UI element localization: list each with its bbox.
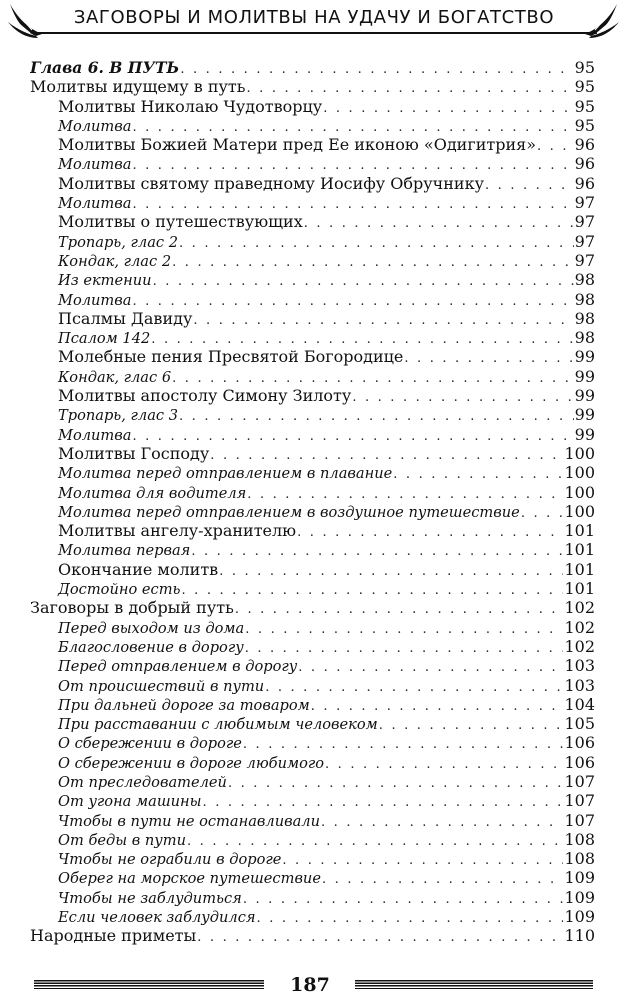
toc-entry [30,560,595,579]
toc-entry-page: 107 [564,771,595,791]
dot-leader [243,890,564,907]
toc-entry-page: 103 [564,675,595,695]
toc-entry [30,154,595,173]
dot-leader [179,234,574,251]
toc-entry [30,290,595,309]
toc-entry [30,135,595,154]
page-number: 187 [290,974,330,996]
toc-entry [30,463,595,482]
toc-entry [30,483,595,502]
table-of-contents [30,58,595,946]
dot-leader [325,755,563,772]
toc-entry-title: Молитвы идущему в путь [30,77,246,97]
toc-entry-page: 95 [574,96,595,116]
dot-leader [132,156,573,173]
dot-leader [172,369,574,386]
dot-leader [323,99,573,116]
toc-entry-page: 106 [564,733,595,753]
dot-leader [282,851,563,868]
toc-entry [30,830,595,849]
toc-entry-page: 99 [574,405,595,425]
running-header [0,0,627,38]
dot-leader [352,388,573,405]
toc-entry-title: От преследователей [58,773,227,791]
toc-entry-page: 97 [574,193,595,213]
toc-entry-title: Тропарь, глас 3 [58,407,178,425]
dot-leader [132,118,573,135]
dot-leader [219,562,563,579]
footer-rule-right [355,980,593,989]
leaf-ornament-icon [583,0,625,40]
toc-entry-title: Окончание молитв [58,559,219,579]
toc-entry-title: Молитва первая [58,542,191,560]
toc-entry-title: Молитва перед отправлением в плавание [58,465,393,483]
toc-entry-page: 101 [564,521,595,541]
dot-leader [132,292,573,309]
dot-leader [245,639,564,656]
toc-entry [30,733,595,752]
toc-entry [30,618,595,637]
toc-entry-page: 100 [564,501,595,521]
toc-entry-page: 98 [574,270,595,290]
dot-leader [322,870,563,887]
toc-entry-title: Молитва [58,291,132,309]
toc-entry-title: Заговоры в добрый путь [30,598,234,618]
toc-entry [30,753,595,772]
toc-entry-page: 96 [574,135,595,155]
toc-entry [30,868,595,887]
toc-entry-page: 102 [564,598,595,618]
toc-entry [30,714,595,733]
toc-entry-page: 109 [564,887,595,907]
toc-entry [30,309,595,328]
toc-entry-page: 100 [564,443,595,463]
dot-leader [132,427,573,444]
toc-entry-title: Молитва [58,117,132,135]
toc-entry [30,270,595,289]
toc-entry [30,116,595,135]
toc-entry-title: Молитва перед отправлением в воздушное путешествие [58,503,520,521]
toc-entry-page: 97 [574,250,595,270]
dot-leader [304,214,574,231]
toc-entry [30,232,595,251]
toc-entry-title: Молитвы о путешествующих [58,212,303,232]
toc-entry-title: О сбережении в дороге [58,735,242,753]
dot-leader [265,678,563,695]
toc-entry-page: 108 [564,849,595,869]
toc-entry [30,212,595,231]
dot-leader [210,446,563,463]
toc-entry-page: 103 [564,656,595,676]
toc-entry-page: 95 [574,77,595,97]
dot-leader [179,407,574,424]
dot-leader [187,832,563,849]
toc-entry-title: Глава 6. В ПУТЬ [30,58,180,77]
toc-entry-title: Оберег на морское путешествие [58,870,321,888]
toc-entry [30,598,595,617]
toc-entry [30,97,595,116]
dot-leader [132,195,573,212]
toc-entry-title: Перед отправлением в дорогу [58,658,298,676]
toc-entry-page: 102 [564,636,595,656]
dot-leader [172,253,574,270]
toc-entry-page: 104 [564,694,595,714]
toc-entry-title: Кондак, глас 6 [58,368,172,386]
toc-entry-page: 99 [574,366,595,386]
toc-entry [30,251,595,270]
page-footer [0,974,627,1000]
dot-leader [521,504,564,521]
dot-leader [197,928,563,945]
toc-entry-page: 95 [574,58,595,77]
toc-entry-title: Благословение в дорогу [58,638,244,656]
toc-entry [30,174,595,193]
toc-entry [30,676,595,695]
toc-entry-page: 98 [574,308,595,328]
dot-leader [243,735,564,752]
toc-entry [30,193,595,212]
dot-leader [181,581,563,598]
toc-entry [30,695,595,714]
toc-entry-title: При дальней дороге за товаром [58,696,310,714]
toc-entry-page: 108 [564,829,595,849]
toc-entry-page: 105 [564,714,595,734]
toc-entry [30,772,595,791]
dot-leader [191,542,563,559]
toc-entry-page: 101 [564,579,595,599]
toc-entry-title: Молитвы Божией Матери пред Ее иконою «Одигитрия» [58,135,537,155]
toc-entry-title: Псалмы Давиду [58,308,193,328]
dot-leader [245,620,563,637]
toc-entry-page: 100 [564,482,595,502]
toc-entry-title: От угона машины [58,793,202,811]
toc-entry [30,791,595,810]
toc-entry [30,502,595,521]
toc-entry-page: 109 [564,868,595,888]
toc-entry-title: Молитвы Господу [58,443,210,463]
dot-leader [203,793,564,810]
dot-leader [247,485,563,502]
dot-leader [311,697,564,714]
toc-entry-page: 95 [574,115,595,135]
footer-rule-left [34,980,264,989]
toc-entry-title: Народные приметы [30,926,197,946]
dot-leader [537,137,574,154]
toc-entry-title: При расставании с любимым человеком [58,716,378,734]
dot-leader [298,658,563,675]
toc-entry-title: Молитвы ангелу-хранителю [58,521,297,541]
toc-entry [30,405,595,424]
toc-entry [30,540,595,559]
toc-entry-title: Тропарь, глас 2 [58,233,178,251]
toc-entry-page: 96 [574,173,595,193]
toc-entry-title: От беды в пути [58,831,186,849]
toc-entry-page: 97 [574,231,595,251]
toc-entry-title: Достойно есть [58,581,181,599]
toc-entry [30,907,595,926]
toc-entry-page: 99 [574,424,595,444]
toc-entry-page: 101 [564,540,595,560]
toc-entry [30,77,595,96]
dot-leader [379,716,564,733]
dot-leader [297,523,563,540]
toc-entry [30,926,595,945]
toc-entry [30,347,595,366]
toc-entry-page: 96 [574,154,595,174]
toc-entry-title: Если человек заблудился [58,909,256,927]
toc-entry-title: От происшествий в пути [58,677,265,695]
toc-entry-page: 100 [564,463,595,483]
toc-entry-page: 110 [564,926,595,946]
dot-leader [228,774,563,791]
toc-entry-page: 98 [574,328,595,348]
header-title: ЗАГОВОРЫ И МОЛИТВЫ НА УДАЧУ И БОГАТСТВО [73,7,555,28]
toc-entry [30,888,595,907]
toc-entry-title: Чтобы не заблудиться [58,889,242,907]
toc-entry-page: 98 [574,289,595,309]
toc-entry [30,425,595,444]
header-rule [34,32,597,34]
toc-entry-title: Псалом 142 [58,330,151,348]
toc-entry-page: 109 [564,907,595,927]
toc-entry-title: Молитвы апостолу Симону Зилоту [58,386,352,406]
toc-entry-title: Молебные пения Пресвятой Богородице [58,347,404,367]
toc-entry [30,367,595,386]
dot-leader [180,60,573,77]
dot-leader [393,465,563,482]
toc-entry-page: 107 [564,791,595,811]
toc-entry-title: Перед выходом из дома [58,619,245,637]
toc-entry-title: Молитва [58,156,132,174]
toc-entry-page: 99 [574,386,595,406]
toc-entry [30,656,595,675]
dot-leader [404,349,573,366]
toc-entry-page: 102 [564,617,595,637]
toc-entry-title: Молитва [58,195,132,213]
toc-entry [30,444,595,463]
toc-entry-title: О сбережении в дороге любимого [58,754,325,772]
toc-entry-page: 107 [564,810,595,830]
toc-entry-title: Молитвы Николаю Чудотворцу [58,96,323,116]
toc-entry-title: Чтобы в пути не останавливали [58,812,320,830]
toc-entry [30,579,595,598]
toc-entry-page: 99 [574,347,595,367]
toc-entry [30,637,595,656]
toc-entry [30,58,595,77]
dot-leader [257,909,564,926]
dot-leader [321,813,563,830]
toc-entry-title: Молитвы святому праведному Иосифу Обручнику [58,173,484,193]
toc-entry [30,328,595,347]
toc-entry-title: Молитва [58,426,132,444]
toc-entry-page: 101 [564,559,595,579]
toc-entry-title: Кондак, глас 2 [58,252,172,270]
toc-entry [30,811,595,830]
toc-entry [30,386,595,405]
toc-entry [30,521,595,540]
toc-entry-page: 106 [564,752,595,772]
dot-leader [246,79,573,96]
toc-entry-title: Молитва для водителя [58,484,247,502]
toc-entry-page: 97 [574,212,595,232]
dot-leader [151,330,573,347]
dot-leader [153,272,574,289]
toc-entry [30,849,595,868]
toc-entry-title: Чтобы не ограбили в дороге [58,851,282,869]
leaf-ornament-icon [2,0,44,40]
dot-leader [485,176,574,193]
dot-leader [193,311,573,328]
toc-entry-title: Из ектении [58,272,152,290]
dot-leader [235,600,564,617]
